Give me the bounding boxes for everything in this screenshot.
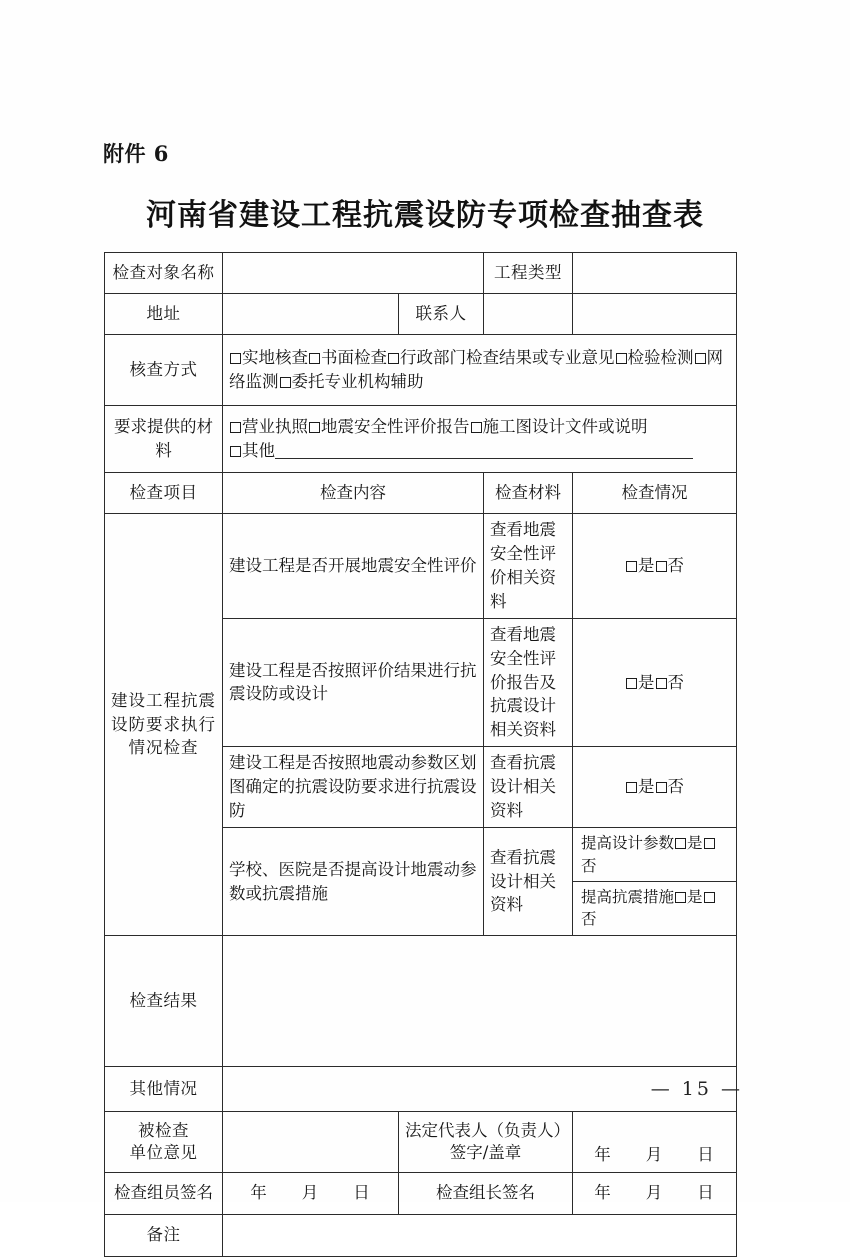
label-contact: 联系人: [399, 294, 484, 335]
checkbox-yes-2[interactable]: [626, 678, 637, 689]
option-network-monitor: 网络监测: [229, 348, 723, 391]
table-row-check-1: [105, 514, 737, 619]
check-content-4: 学校、医院是否提高设计地震动参数或抗震措施: [223, 828, 484, 936]
table-row-verify-method: [105, 335, 737, 406]
date-field-member[interactable]: [223, 1172, 399, 1214]
table-row-member-signature: [105, 1172, 737, 1214]
check-situation-4b[interactable]: [573, 882, 737, 936]
check-situation-2[interactable]: [573, 618, 737, 747]
header-check-item: 检查项目: [105, 473, 223, 514]
table-row-object-name: [105, 253, 737, 294]
option-construction-drawing: 施工图设计文件或说明: [482, 417, 648, 437]
date-month-2: 月: [301, 1183, 320, 1203]
option-document-inspection: 书面检查: [321, 348, 387, 368]
checkbox-field-inspection[interactable]: [230, 353, 241, 364]
value-address-extra[interactable]: [573, 294, 737, 335]
check-material-2: 查看地震安全性评价报告及抗震设计相关资料: [484, 618, 573, 747]
label-yes-4b: 是: [687, 888, 703, 906]
label-no-2: 否: [667, 672, 684, 692]
checkbox-yes-4a[interactable]: [675, 838, 686, 849]
option-business-license: 营业执照: [242, 417, 308, 437]
label-object-name: 检查对象名称: [105, 253, 223, 294]
option-other-material: 其他: [242, 441, 275, 460]
date-month-3: 月: [645, 1183, 664, 1203]
date-year-2: 年: [250, 1183, 268, 1203]
check-content-3: 建设工程是否按照地震动参数区划图确定的抗震设防要求进行抗震设防: [223, 747, 484, 828]
label-member-signature: 检查组员签名: [105, 1172, 223, 1214]
header-check-material: 检查材料: [484, 473, 573, 514]
label-verify-method: 核查方式: [105, 335, 223, 406]
date-field-leader[interactable]: [573, 1172, 737, 1214]
checkbox-document-inspection[interactable]: [309, 353, 320, 364]
label-check-group: 建设工程抗震设防要求执行情况检查: [105, 514, 223, 936]
option-admin-result: 行政部门检查结果或专业意见: [400, 348, 615, 368]
value-contact[interactable]: [484, 294, 573, 335]
option-testing-part1: 检验检: [627, 348, 677, 368]
label-yes-1: 是: [638, 555, 655, 575]
label-no-3: 否: [667, 777, 684, 797]
label-address: 地址: [105, 294, 223, 335]
value-project-type[interactable]: [573, 253, 737, 294]
check-content-1: 建设工程是否开展地震安全性评价: [223, 514, 484, 619]
label-no-4a: 否: [581, 856, 597, 875]
value-inspected-unit-opinion[interactable]: [223, 1111, 399, 1172]
date-year-3: 年: [594, 1183, 612, 1203]
page-title: 河南省建设工程抗震设防专项检查抽查表: [146, 198, 704, 233]
label-legal-representative: [399, 1111, 573, 1172]
checkbox-other-material[interactable]: [230, 446, 241, 457]
checkbox-business-license[interactable]: [230, 422, 241, 433]
unit-opinion-line1: 被检查: [138, 1120, 189, 1140]
option-testing-part2: 测: [677, 348, 694, 368]
checkbox-yes-4b[interactable]: [675, 892, 686, 903]
inspection-form-table: [104, 252, 737, 1257]
label-raise-seismic-measure: 提高抗震措施: [581, 888, 675, 906]
table-row-required-materials: [105, 406, 737, 473]
label-inspection-result: 检查结果: [105, 935, 223, 1066]
check-situation-3[interactable]: [573, 747, 737, 828]
value-address[interactable]: [223, 294, 399, 335]
page-number: — 15 —: [650, 1078, 743, 1100]
date-day-1: 日: [697, 1145, 715, 1165]
checkbox-no-3[interactable]: [656, 782, 667, 793]
checkbox-yes-3[interactable]: [626, 782, 637, 793]
table-row-address: [105, 294, 737, 335]
unit-opinion-line2: 单位意见: [129, 1142, 198, 1162]
checkbox-no-2[interactable]: [656, 678, 667, 689]
label-yes-2: 是: [638, 672, 655, 692]
checkbox-network-monitor[interactable]: [695, 353, 706, 364]
label-leader-signature: 检查组长签名: [399, 1172, 573, 1214]
header-check-situation: 检查情况: [573, 473, 737, 514]
option-safety-eval-report: 地震安全性评价报告: [321, 417, 470, 437]
check-situation-4a[interactable]: [573, 828, 737, 882]
check-material-3: 查看抗震设计相关资料: [484, 747, 573, 828]
table-row-inspection-result: [105, 935, 737, 1066]
checkbox-testing[interactable]: [616, 353, 627, 364]
check-material-1: 查看地震安全性评价相关资料: [484, 514, 573, 619]
label-yes-3: 是: [638, 777, 655, 797]
date-day-3: 日: [697, 1183, 715, 1203]
checkbox-no-4a[interactable]: [704, 838, 715, 849]
label-required-materials: 要求提供的材料: [105, 406, 223, 473]
legal-rep-line2: 签字/盖章: [449, 1142, 522, 1162]
check-content-2: 建设工程是否按照评价结果进行抗震设防或设计: [223, 618, 484, 747]
label-no-4b: 否: [581, 910, 597, 929]
label-project-type: 工程类型: [484, 253, 573, 294]
checkbox-no-4b[interactable]: [704, 892, 715, 903]
label-remarks: 备注: [105, 1214, 223, 1256]
table-row-other-situation: [105, 1066, 737, 1111]
label-other-situation: 其他情况: [105, 1066, 223, 1111]
checkbox-admin-result[interactable]: [388, 353, 399, 364]
check-situation-1[interactable]: [573, 514, 737, 619]
checkbox-delegate-agency[interactable]: [280, 377, 291, 388]
option-field-inspection: 实地核查: [242, 348, 308, 368]
label-raise-design-param: 提高设计参数: [581, 834, 675, 853]
option-delegate-agency: 委托专业机构辅助: [291, 372, 424, 391]
check-material-4: 查看抗震设计相关资料: [484, 828, 573, 936]
checkbox-yes-1[interactable]: [626, 561, 637, 572]
table-row-check-header: [105, 473, 737, 514]
legal-rep-line1: 法定代表人（负责人）: [405, 1120, 570, 1140]
checkbox-construction-drawing[interactable]: [471, 422, 482, 433]
checkbox-no-1[interactable]: [656, 561, 667, 572]
header-check-content: 检查内容: [223, 473, 484, 514]
other-material-input[interactable]: [275, 442, 693, 460]
date-field-unit-opinion[interactable]: [573, 1111, 737, 1172]
date-year-1: 年: [594, 1145, 612, 1165]
value-object-name[interactable]: [223, 253, 484, 294]
table-row-remarks: [105, 1214, 737, 1256]
checkbox-safety-eval-report[interactable]: [309, 422, 320, 433]
date-day-2: 日: [353, 1183, 371, 1203]
verify-method-options[interactable]: [223, 335, 737, 406]
label-yes-4a: 是: [687, 834, 703, 853]
date-month-1: 月: [645, 1145, 664, 1165]
label-inspected-unit-opinion: [105, 1111, 223, 1172]
value-inspection-result[interactable]: [223, 935, 737, 1066]
table-row-unit-opinion: [105, 1111, 737, 1172]
value-remarks[interactable]: [223, 1214, 737, 1256]
required-materials-options[interactable]: [223, 406, 737, 473]
attachment-label: 附件 6: [103, 141, 169, 166]
label-no-1: 否: [667, 555, 684, 575]
